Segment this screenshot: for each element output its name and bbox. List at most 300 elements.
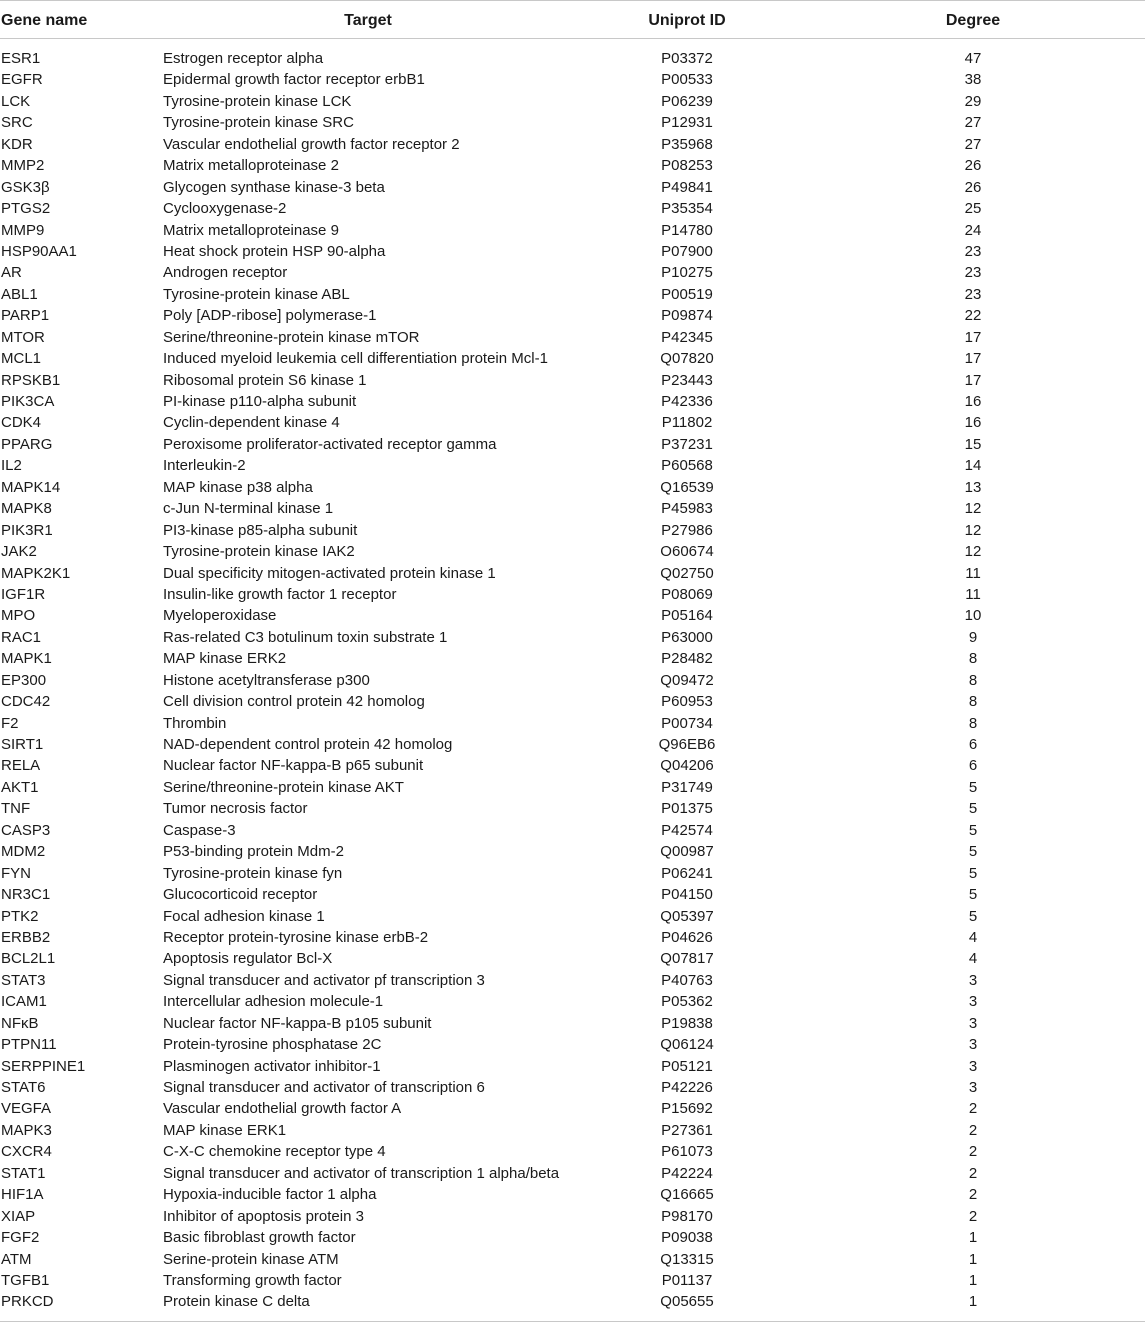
table-row <box>0 648 1145 669</box>
uniprot-id-cell: P12931 <box>661 114 713 132</box>
table-row <box>0 48 1145 69</box>
target-cell: Protein-tyrosine phosphatase 2C <box>163 1036 382 1054</box>
table-row <box>0 927 1145 948</box>
degree-cell: 5 <box>968 907 978 925</box>
gene-name-cell: JAK2 <box>1 543 37 561</box>
uniprot-id-cell: P07900 <box>661 242 713 260</box>
gene-name-cell: MAPK14 <box>1 478 61 496</box>
gene-name-cell: CDK4 <box>1 414 42 432</box>
gene-name-cell: PTK2 <box>1 907 39 925</box>
uniprot-id-cell: P03372 <box>661 50 713 67</box>
table-row <box>0 541 1145 562</box>
uniprot-id-cell: Q02750 <box>660 564 714 582</box>
gene-name-cell: MAPK2K1 <box>1 564 71 582</box>
gene-name-cell: RAC1 <box>1 628 42 646</box>
table-row <box>0 391 1145 412</box>
table-row <box>0 134 1145 155</box>
uniprot-id-cell: P27986 <box>661 521 713 539</box>
uniprot-id-cell: P09038 <box>661 1229 713 1247</box>
target-cell: Caspase-3 <box>163 821 236 839</box>
target-cell: Tyrosine-protein kinase LCK <box>163 92 352 110</box>
target-cell: Signal transducer and activator of transcription 1 alpha/beta <box>163 1164 560 1182</box>
uniprot-id-cell: Q07820 <box>660 350 714 368</box>
target-cell: Glycogen synthase kinase-3 beta <box>163 178 385 196</box>
gene-name-cell: PTPN11 <box>1 1036 57 1054</box>
gene-name-cell: TGFB1 <box>1 1271 50 1289</box>
uniprot-id-cell: P04626 <box>661 928 713 946</box>
degree-cell: 23 <box>964 264 982 282</box>
degree-cell: 5 <box>968 800 978 818</box>
target-cell: Cell division control protein 42 homolog <box>163 693 425 711</box>
uniprot-id-cell: P14780 <box>661 221 713 239</box>
table-row <box>0 1098 1145 1119</box>
target-cell: Signal transducer and activator of transcription 6 <box>163 1079 485 1096</box>
target-cell: Peroxisome proliferator-activated receptor gamma <box>163 435 497 453</box>
gene-name-cell: ABL1 <box>1 285 38 303</box>
target-cell: Dual specificity mitogen-activated protein kinase 1 <box>163 564 496 582</box>
degree-cell: 16 <box>964 393 982 410</box>
target-cell: Intercellular adhesion molecule-1 <box>163 993 384 1011</box>
table-row <box>0 112 1145 133</box>
gene-name-cell: STAT6 <box>1 1079 46 1096</box>
uniprot-id-cell: P37231 <box>661 435 713 453</box>
degree-cell: 8 <box>968 693 978 711</box>
target-cell: Matrix metalloproteinase 2 <box>163 157 339 175</box>
uniprot-id-cell: P00734 <box>661 714 713 732</box>
gene-name-cell: ERBB2 <box>1 928 51 946</box>
table-row <box>0 498 1145 519</box>
target-cell: Nuclear factor NF-kappa-B p65 subunit <box>163 757 424 775</box>
target-cell: Hypoxia-inducible factor 1 alpha <box>163 1186 377 1204</box>
table-row <box>0 1291 1145 1312</box>
uniprot-id-cell: P42345 <box>661 328 713 346</box>
table-row <box>0 177 1145 198</box>
degree-cell: 27 <box>964 135 982 153</box>
degree-cell: 6 <box>968 736 978 753</box>
degree-cell: 5 <box>968 864 978 882</box>
table-row <box>0 1034 1145 1055</box>
header-degree: Degree <box>945 12 1001 29</box>
table-row <box>0 305 1145 326</box>
uniprot-id-cell: Q05397 <box>660 907 714 925</box>
gene-name-cell: BCL2L1 <box>1 950 56 968</box>
gene-name-cell: SIRT1 <box>1 736 44 753</box>
gene-name-cell: FYN <box>1 864 31 882</box>
table-row <box>0 863 1145 884</box>
degree-cell: 2 <box>968 1164 978 1182</box>
target-cell: NAD-dependent control protein 42 homolog <box>163 736 453 753</box>
uniprot-id-cell: P31749 <box>661 778 713 796</box>
table-row <box>0 1120 1145 1141</box>
degree-cell: 38 <box>964 71 982 89</box>
table-row <box>0 841 1145 862</box>
gene-name-cell: HSP90AA1 <box>1 242 77 260</box>
degree-cell: 17 <box>964 371 982 389</box>
degree-cell: 12 <box>964 521 982 539</box>
table-row <box>0 777 1145 798</box>
degree-cell: 3 <box>968 1079 978 1096</box>
degree-cell: 17 <box>964 350 982 368</box>
target-cell: Matrix metalloproteinase 9 <box>163 221 339 239</box>
degree-cell: 11 <box>965 564 981 582</box>
table-row <box>0 1077 1145 1098</box>
uniprot-id-cell: P00519 <box>661 285 713 303</box>
target-cell: MAP kinase ERK2 <box>163 650 287 668</box>
gene-name-cell: MAPK1 <box>1 650 52 668</box>
uniprot-id-cell: P00533 <box>661 71 713 89</box>
degree-cell: 47 <box>964 50 982 67</box>
degree-cell: 26 <box>964 157 982 175</box>
gene-name-cell: IGF1R <box>1 585 46 603</box>
target-cell: Tumor necrosis factor <box>163 800 308 818</box>
degree-cell: 14 <box>964 457 982 475</box>
target-cell: Signal transducer and activator pf transcription 3 <box>163 971 485 989</box>
target-cell: Androgen receptor <box>163 264 288 282</box>
table-row <box>0 220 1145 241</box>
target-cell: Apoptosis regulator Bcl-X <box>163 950 333 968</box>
uniprot-id-cell: Q16665 <box>660 1186 714 1204</box>
degree-cell: 15 <box>964 435 982 453</box>
target-cell: PI3-kinase p85-alpha subunit <box>163 521 358 539</box>
degree-cell: 3 <box>968 1036 978 1054</box>
uniprot-id-cell: P11802 <box>661 414 713 432</box>
uniprot-id-cell: P49841 <box>661 178 713 196</box>
table-row <box>0 1056 1145 1077</box>
gene-name-cell: STAT1 <box>1 1164 46 1182</box>
gene-name-cell: PIK3CA <box>1 393 55 410</box>
gene-name-cell: VEGFA <box>1 1100 52 1118</box>
target-cell: Protein kinase C delta <box>163 1293 310 1311</box>
header-target: Target <box>344 12 392 29</box>
uniprot-id-cell: Q07817 <box>660 950 714 968</box>
table-row <box>0 520 1145 541</box>
target-cell: Nuclear factor NF-kappa-B p105 subunit <box>163 1014 432 1032</box>
target-cell: Cyclin-dependent kinase 4 <box>163 414 340 432</box>
target-cell: PI-kinase p110-alpha subunit <box>163 393 357 410</box>
uniprot-id-cell: Q16539 <box>660 478 714 496</box>
gene-name-cell: MAPK3 <box>1 1121 52 1139</box>
uniprot-id-cell: P42224 <box>661 1164 713 1182</box>
gene-name-cell: KDR <box>1 135 33 153</box>
table-row <box>0 327 1145 348</box>
uniprot-id-cell: P63000 <box>661 628 713 646</box>
uniprot-id-cell: O60674 <box>660 543 714 561</box>
target-cell: Vascular endothelial growth factor receptor 2 <box>163 135 460 153</box>
degree-cell: 16 <box>964 414 982 432</box>
table-row <box>0 948 1145 969</box>
gene-name-cell: PTGS2 <box>1 200 51 218</box>
degree-cell: 10 <box>964 607 982 625</box>
uniprot-id-cell: Q96EB6 <box>658 736 716 753</box>
degree-cell: 12 <box>964 543 982 561</box>
gene-name-cell: TNF <box>1 800 31 818</box>
uniprot-id-cell: P28482 <box>661 650 713 668</box>
degree-cell: 3 <box>968 1014 978 1032</box>
gene-name-cell: SRC <box>1 114 33 132</box>
table-row <box>0 1141 1145 1162</box>
target-cell: Ras-related C3 botulinum toxin substrate 1 <box>163 628 448 646</box>
uniprot-id-cell: P09874 <box>661 307 713 325</box>
gene-name-cell: ATM <box>1 1250 32 1268</box>
gene-name-cell: GSK3β <box>1 178 50 196</box>
gene-name-cell: SERPPINE1 <box>1 1057 86 1075</box>
degree-cell: 3 <box>968 993 978 1011</box>
gene-name-cell: STAT3 <box>1 971 46 989</box>
degree-cell: 26 <box>964 178 982 196</box>
target-cell: Transforming growth factor <box>163 1271 342 1289</box>
degree-cell: 5 <box>968 886 978 904</box>
gene-name-cell: MTOR <box>1 328 45 346</box>
table-row <box>0 69 1145 90</box>
gene-name-cell: NR3C1 <box>1 886 51 904</box>
uniprot-id-cell: P05362 <box>661 993 713 1011</box>
table-body <box>0 48 1145 1313</box>
gene-name-cell: F2 <box>1 714 19 732</box>
target-cell: Heat shock protein HSP 90-alpha <box>163 242 386 260</box>
uniprot-id-cell: P05121 <box>661 1057 713 1075</box>
target-cell: MAP kinase ERK1 <box>163 1121 287 1139</box>
table-row <box>0 241 1145 262</box>
table-row <box>0 563 1145 584</box>
table-row <box>0 605 1145 626</box>
uniprot-id-cell: P05164 <box>661 607 713 625</box>
gene-name-cell: MMP9 <box>1 221 45 239</box>
uniprot-id-cell: P27361 <box>661 1121 713 1139</box>
table-row <box>0 477 1145 498</box>
degree-cell: 1 <box>968 1229 978 1247</box>
target-cell: Glucocorticoid receptor <box>163 886 318 904</box>
table-row <box>0 434 1145 455</box>
uniprot-id-cell: P98170 <box>661 1207 713 1225</box>
degree-cell: 8 <box>968 671 978 689</box>
table-row <box>0 91 1145 112</box>
gene-name-cell: MCL1 <box>1 350 42 368</box>
table-row <box>0 906 1145 927</box>
target-cell: Tyrosine-protein kinase IAK2 <box>163 543 355 561</box>
uniprot-id-cell: P35968 <box>661 135 713 153</box>
table-row <box>0 755 1145 776</box>
target-cell: Tyrosine-protein kinase fyn <box>163 864 343 882</box>
degree-cell: 3 <box>968 971 978 989</box>
uniprot-id-cell: P60568 <box>661 457 713 475</box>
uniprot-id-cell: P45983 <box>661 500 713 518</box>
gene-name-cell: FGF2 <box>1 1229 40 1247</box>
target-cell: C-X-C chemokine receptor type 4 <box>163 1143 386 1161</box>
table-row <box>0 1163 1145 1184</box>
degree-cell: 24 <box>964 221 982 239</box>
table-row <box>0 627 1145 648</box>
degree-cell: 13 <box>964 478 982 496</box>
table-row <box>0 670 1145 691</box>
table-row <box>0 155 1145 176</box>
degree-cell: 8 <box>968 714 978 732</box>
degree-cell: 2 <box>968 1186 978 1204</box>
table-row <box>0 1184 1145 1205</box>
target-cell: Serine-protein kinase ATM <box>163 1250 339 1268</box>
table-row <box>0 455 1145 476</box>
target-cell: MAP kinase p38 alpha <box>163 478 313 496</box>
degree-cell: 4 <box>968 928 978 946</box>
uniprot-id-cell: Q05655 <box>660 1293 714 1311</box>
uniprot-id-cell: P15692 <box>661 1100 713 1118</box>
gene-name-cell: CDC42 <box>1 693 51 711</box>
uniprot-id-cell: Q13315 <box>660 1250 714 1268</box>
target-cell: Poly [ADP-ribose] polymerase-1 <box>163 307 377 325</box>
table-row <box>0 820 1145 841</box>
uniprot-id-cell: P01137 <box>661 1271 713 1289</box>
table-row <box>0 884 1145 905</box>
gene-name-cell: AKT1 <box>1 778 39 796</box>
target-cell: Inhibitor of apoptosis protein 3 <box>163 1207 364 1225</box>
gene-name-cell: CXCR4 <box>1 1143 52 1161</box>
gene-name-cell: AR <box>1 264 22 282</box>
gene-name-cell: ESR1 <box>1 50 41 67</box>
table-row <box>0 1270 1145 1291</box>
table-row <box>0 284 1145 305</box>
gene-name-cell: MDM2 <box>1 843 46 861</box>
target-cell: Vascular endothelial growth factor A <box>163 1100 402 1118</box>
degree-cell: 9 <box>968 628 978 646</box>
degree-cell: 12 <box>964 500 982 518</box>
degree-cell: 1 <box>968 1293 978 1311</box>
degree-cell: 8 <box>968 650 978 668</box>
gene-name-cell: RELA <box>1 757 41 775</box>
gene-name-cell: PIK3R1 <box>1 521 53 539</box>
gene-name-cell: RPSKB1 <box>1 371 61 389</box>
target-cell: Induced myeloid leukemia cell differentiation protein Mcl-1 <box>163 350 548 368</box>
degree-cell: 17 <box>964 328 982 346</box>
table-row <box>0 1206 1145 1227</box>
uniprot-id-cell: Q00987 <box>660 843 714 861</box>
uniprot-id-cell: Q04206 <box>660 757 714 775</box>
target-cell: Interleukin-2 <box>163 457 246 475</box>
table-row <box>0 713 1145 734</box>
degree-cell: 25 <box>964 200 982 218</box>
uniprot-id-cell: P19838 <box>661 1014 713 1032</box>
degree-cell: 3 <box>968 1057 978 1075</box>
target-cell: Ribosomal protein S6 kinase 1 <box>163 371 367 389</box>
degree-cell: 1 <box>968 1271 978 1289</box>
table-row <box>0 991 1145 1012</box>
target-cell: Estrogen receptor alpha <box>163 50 324 67</box>
table-row <box>0 198 1145 219</box>
table-row <box>0 1249 1145 1270</box>
degree-cell: 2 <box>968 1100 978 1118</box>
table-row <box>0 1013 1145 1034</box>
degree-cell: 5 <box>968 843 978 861</box>
table-header-row <box>0 0 1145 39</box>
target-cell: Thrombin <box>163 714 227 732</box>
uniprot-id-cell: Q09472 <box>660 671 714 689</box>
table-row <box>0 734 1145 755</box>
table-row <box>0 370 1145 391</box>
uniprot-id-cell: P06239 <box>661 92 713 110</box>
uniprot-id-cell: P23443 <box>661 371 713 389</box>
table-row <box>0 412 1145 433</box>
uniprot-id-cell: Q06124 <box>660 1036 714 1054</box>
gene-name-cell: IL2 <box>1 457 22 475</box>
degree-cell: 11 <box>965 585 981 603</box>
gene-name-cell: XIAP <box>1 1207 36 1225</box>
target-cell: P53-binding protein Mdm-2 <box>163 843 344 861</box>
target-cell: Tyrosine-protein kinase ABL <box>163 285 350 303</box>
table-row <box>0 798 1145 819</box>
target-cell: Basic fibroblast growth factor <box>163 1229 356 1247</box>
target-cell: c-Jun N-terminal kinase 1 <box>163 500 334 518</box>
table-bottom-rule <box>0 1321 1145 1322</box>
gene-name-cell: LCK <box>1 92 31 110</box>
degree-cell: 29 <box>964 92 982 110</box>
degree-cell: 6 <box>968 757 978 775</box>
target-cell: Serine/threonine-protein kinase mTOR <box>163 328 420 346</box>
degree-cell: 5 <box>968 821 978 839</box>
gene-name-cell: EP300 <box>1 671 47 689</box>
uniprot-id-cell: P08069 <box>661 585 713 603</box>
table-row <box>0 348 1145 369</box>
gene-name-cell: EGFR <box>1 71 43 89</box>
target-cell: Plasminogen activator inhibitor-1 <box>163 1057 381 1075</box>
gene-name-cell: ICAM1 <box>1 993 47 1011</box>
target-cell: Receptor protein-tyrosine kinase erbB-2 <box>163 928 429 946</box>
header-gene-name: Gene name <box>1 12 88 29</box>
uniprot-id-cell: P61073 <box>661 1143 713 1161</box>
target-cell: Focal adhesion kinase 1 <box>163 907 325 925</box>
gene-name-cell: PRKCD <box>1 1293 54 1311</box>
uniprot-id-cell: P42574 <box>661 821 713 839</box>
degree-cell: 4 <box>968 950 978 968</box>
uniprot-id-cell: P42336 <box>661 393 713 410</box>
uniprot-id-cell: P35354 <box>661 200 713 218</box>
table-row <box>0 1227 1145 1248</box>
target-cell: Myeloperoxidase <box>163 607 277 625</box>
uniprot-id-cell: P01375 <box>661 800 713 818</box>
gene-name-cell: HIF1A <box>1 1186 44 1204</box>
uniprot-id-cell: P06241 <box>661 864 713 882</box>
uniprot-id-cell: P60953 <box>661 693 713 711</box>
degree-cell: 22 <box>964 307 982 325</box>
target-cell: Serine/threonine-protein kinase AKT <box>163 778 404 796</box>
target-cell: Insulin-like growth factor 1 receptor <box>163 585 397 603</box>
uniprot-id-cell: P08253 <box>661 157 713 175</box>
gene-name-cell: MPO <box>1 607 36 625</box>
gene-name-cell: MAPK8 <box>1 500 52 518</box>
gene-name-cell: PPARG <box>1 435 53 453</box>
gene-name-cell: MMP2 <box>1 157 45 175</box>
gene-name-cell: CASP3 <box>1 821 51 839</box>
uniprot-id-cell: P10275 <box>661 264 713 282</box>
table-row <box>0 970 1145 991</box>
target-cell: Cyclooxygenase-2 <box>163 200 287 218</box>
table-row <box>0 584 1145 605</box>
degree-cell: 23 <box>964 242 982 260</box>
degree-cell: 1 <box>968 1250 978 1268</box>
degree-cell: 5 <box>968 778 978 796</box>
uniprot-id-cell: P40763 <box>661 971 713 989</box>
header-uniprot-id: Uniprot ID <box>648 12 726 29</box>
target-cell: Histone acetyltransferase p300 <box>163 671 370 689</box>
degree-cell: 23 <box>964 285 982 303</box>
uniprot-id-cell: P04150 <box>661 886 713 904</box>
uniprot-id-cell: P42226 <box>661 1079 713 1096</box>
degree-cell: 2 <box>968 1121 978 1139</box>
target-cell: Tyrosine-protein kinase SRC <box>163 114 354 132</box>
degree-cell: 2 <box>968 1143 978 1161</box>
table-row <box>0 691 1145 712</box>
table-row <box>0 262 1145 283</box>
target-cell: Epidermal growth factor receptor erbB1 <box>163 71 425 89</box>
degree-cell: 2 <box>968 1207 978 1225</box>
degree-cell: 27 <box>964 114 982 132</box>
